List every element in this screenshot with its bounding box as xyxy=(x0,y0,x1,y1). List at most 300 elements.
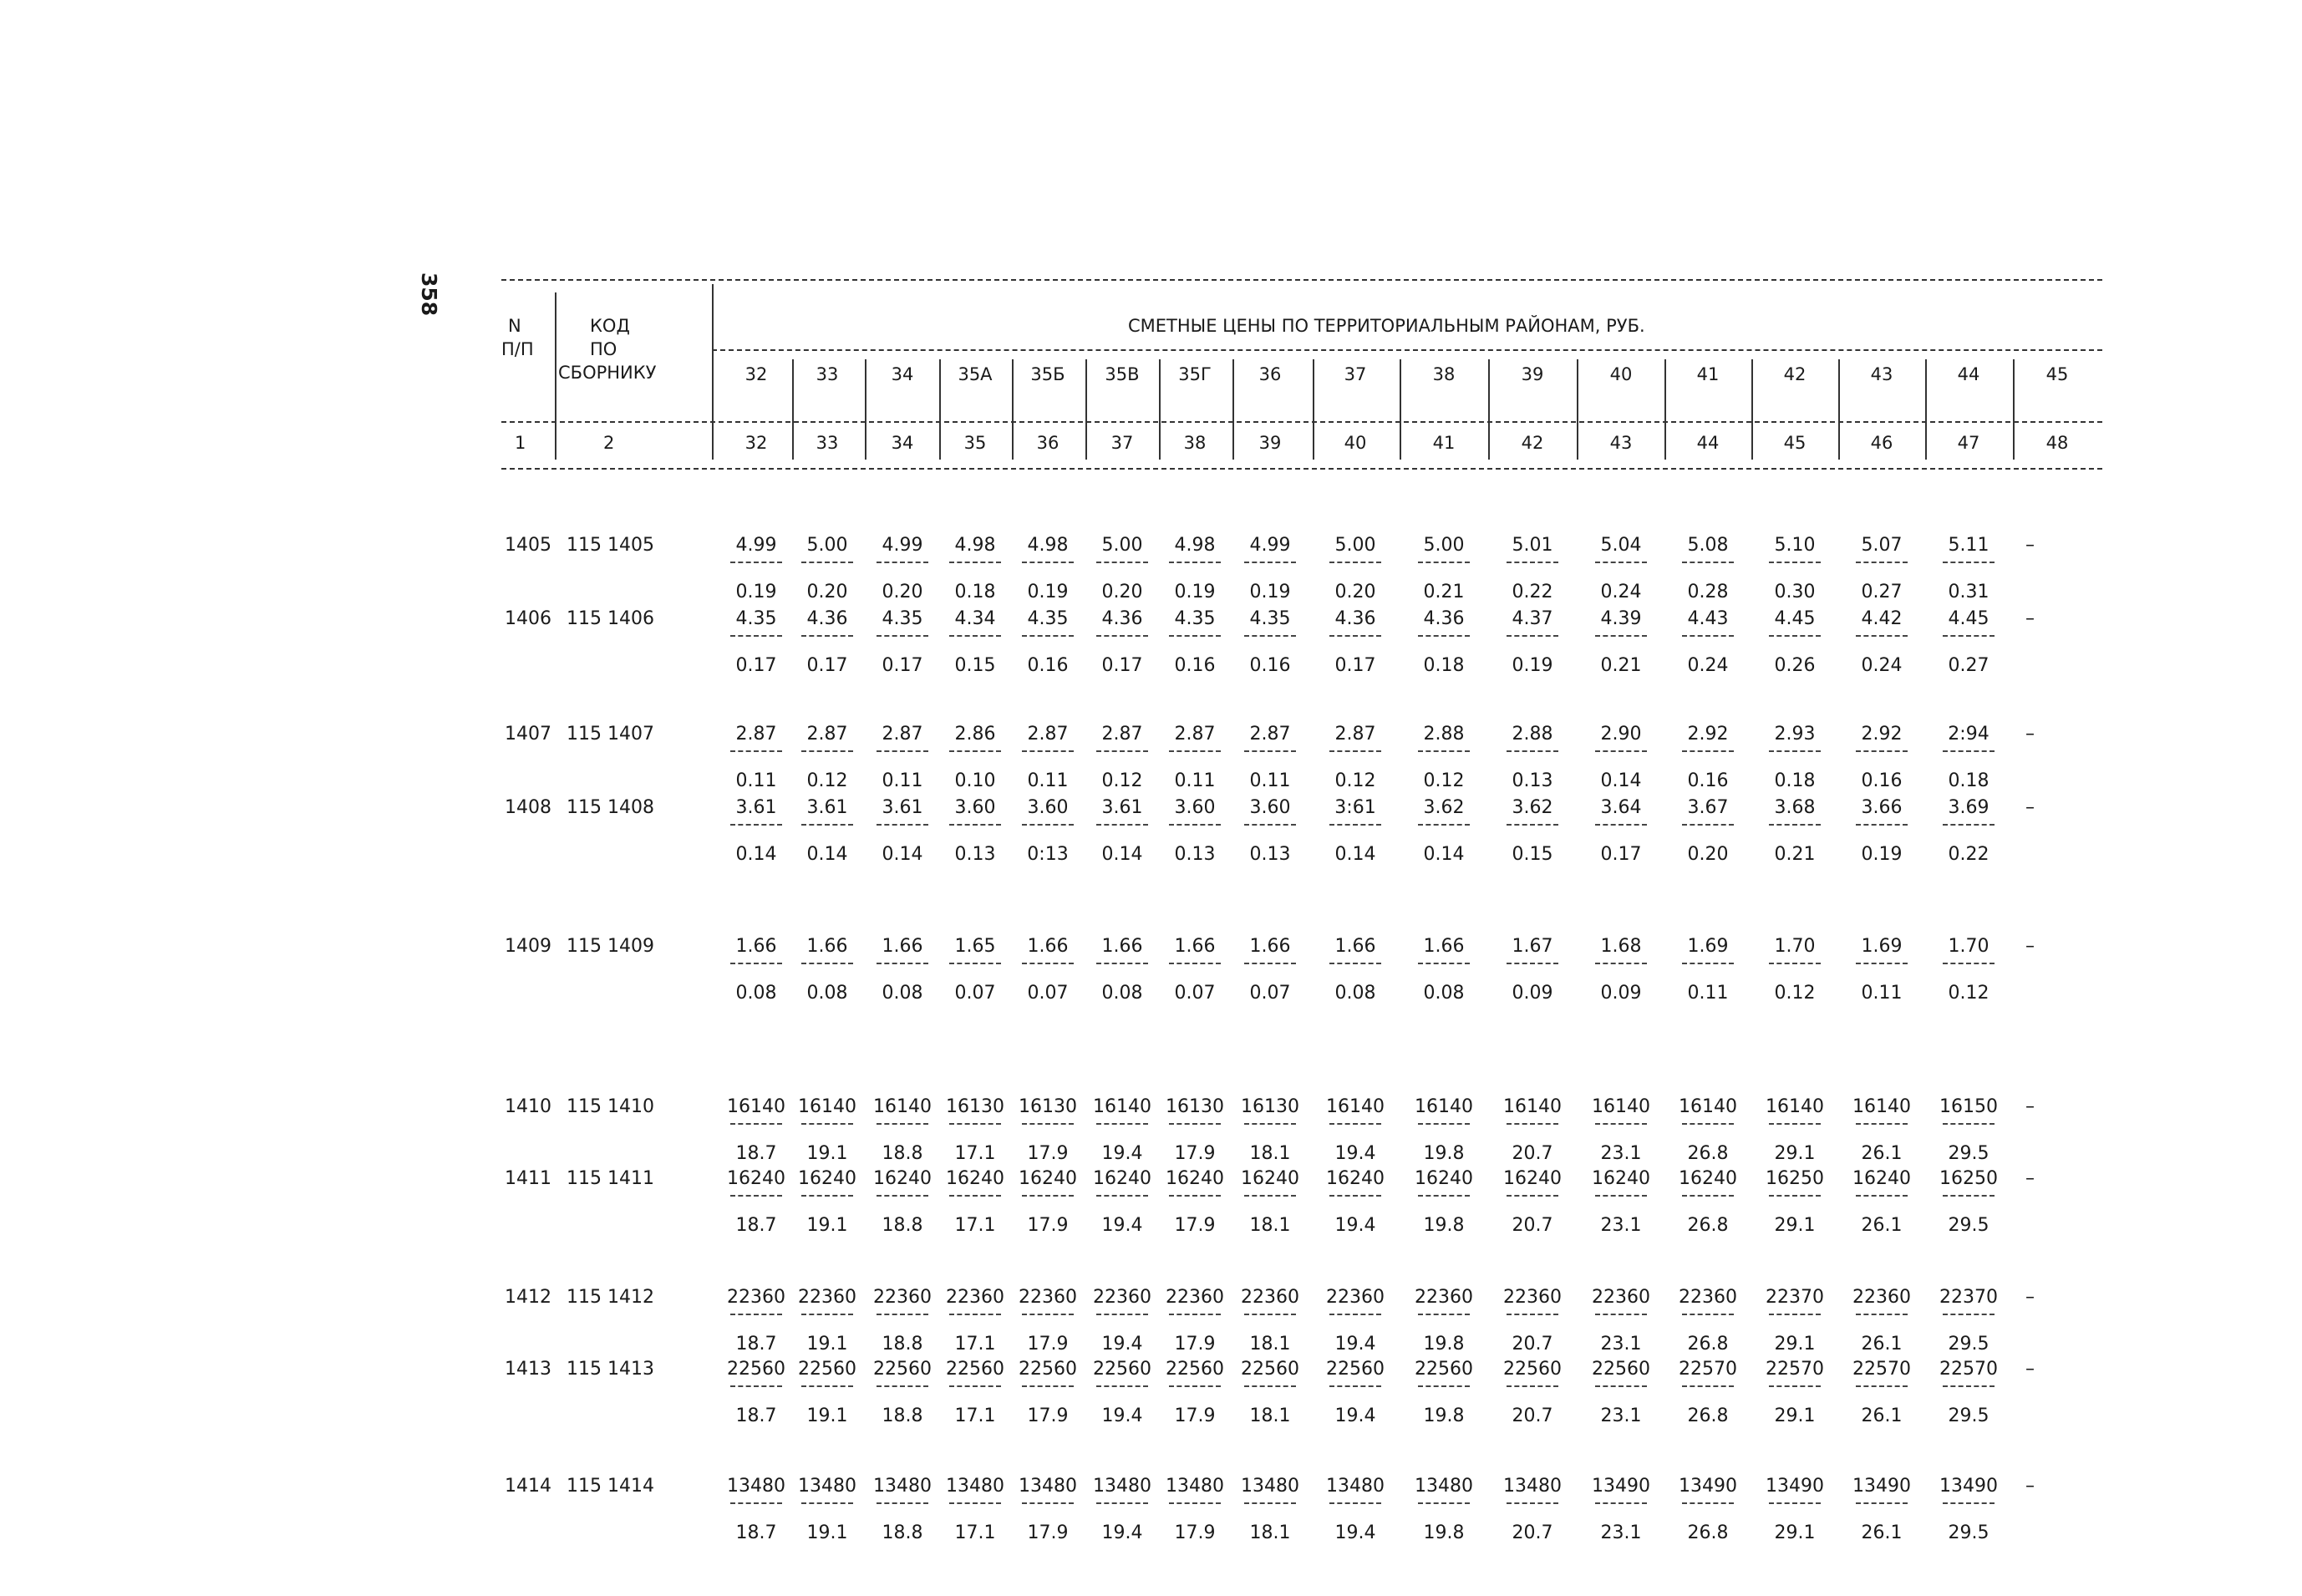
wage-value: 19.1 xyxy=(806,1334,848,1355)
fraction-line xyxy=(1329,562,1381,563)
fraction-line xyxy=(1856,562,1908,563)
price-value: 4.42 xyxy=(1861,608,1903,629)
wage-value: 0.07 xyxy=(1249,983,1291,1004)
fraction-line xyxy=(1507,635,1558,637)
price-value: 4.34 xyxy=(954,608,996,629)
price-value: 16240 xyxy=(798,1168,856,1189)
price-value: 1.69 xyxy=(1861,936,1903,957)
wage-value: 17.1 xyxy=(954,1334,996,1355)
fraction-line xyxy=(730,963,782,964)
header-col-divider xyxy=(1838,359,1840,460)
row-code: 115 1411 xyxy=(567,1168,654,1189)
wage-value: 0.18 xyxy=(1948,770,1989,791)
fraction-line xyxy=(1022,1314,1074,1315)
wage-value: 0.18 xyxy=(954,582,996,602)
price-value: 22360 xyxy=(873,1287,932,1308)
header-kod-label: КОД xyxy=(590,316,630,336)
header-col-divider xyxy=(2013,359,2015,460)
price-value: 13480 xyxy=(946,1476,1004,1497)
fraction-line xyxy=(949,562,1001,563)
price-value: 13490 xyxy=(1939,1476,1998,1497)
row-end-dash: – xyxy=(2025,724,2035,745)
header-col-divider xyxy=(1012,359,1014,460)
wage-value: 29.5 xyxy=(1948,1405,1989,1426)
fraction-line xyxy=(949,1123,1001,1125)
fraction-line xyxy=(1418,750,1470,752)
wage-value: 0:13 xyxy=(1027,844,1069,865)
price-value: 16140 xyxy=(1679,1096,1737,1117)
fraction-line xyxy=(1856,963,1908,964)
price-value: 22560 xyxy=(1019,1359,1077,1380)
price-value: 3.67 xyxy=(1687,797,1729,818)
wage-value: 0.14 xyxy=(882,844,923,865)
wage-value: 19.8 xyxy=(1423,1143,1465,1164)
wage-value: 17.9 xyxy=(1174,1522,1216,1543)
wage-value: 0.19 xyxy=(1861,844,1903,865)
wage-value: 0.13 xyxy=(1512,770,1553,791)
fraction-line xyxy=(1022,1123,1074,1125)
wage-value: 18.7 xyxy=(735,1215,777,1236)
price-value: 2.87 xyxy=(806,724,848,745)
row-number: 1410 xyxy=(505,1096,551,1117)
wage-value: 20.7 xyxy=(1512,1143,1553,1164)
row-number: 1409 xyxy=(505,936,551,957)
header-region-code: 40 xyxy=(1609,364,1633,384)
fraction-line xyxy=(1682,562,1734,563)
wage-value: 0.12 xyxy=(1334,770,1376,791)
price-value: 4.36 xyxy=(806,608,848,629)
header-region-code: 33 xyxy=(816,364,839,384)
header-col-number: 42 xyxy=(1521,433,1544,453)
price-value: 4.36 xyxy=(1101,608,1143,629)
price-value: 1.66 xyxy=(735,936,777,957)
fraction-line xyxy=(1943,750,1995,752)
price-value: 13490 xyxy=(1766,1476,1824,1497)
row-code: 115 1409 xyxy=(567,936,654,957)
price-value: 13480 xyxy=(873,1476,932,1497)
price-value: 4.43 xyxy=(1687,608,1729,629)
header-col-number: 47 xyxy=(1957,433,1980,453)
price-value: 22360 xyxy=(1852,1287,1911,1308)
header-col-divider xyxy=(865,359,866,460)
wage-value: 0.14 xyxy=(1334,844,1376,865)
fraction-line xyxy=(1769,750,1821,752)
header-col-divider xyxy=(1232,359,1234,460)
header-region-code: 44 xyxy=(1957,364,1980,384)
fraction-line xyxy=(1943,635,1995,637)
price-value: 2.88 xyxy=(1512,724,1553,745)
fraction-line xyxy=(1769,824,1821,826)
fraction-line xyxy=(1022,1195,1074,1197)
row-end-dash: – xyxy=(2025,608,2035,629)
row-number: 1411 xyxy=(505,1168,551,1189)
wage-value: 17.1 xyxy=(954,1405,996,1426)
wage-value: 17.9 xyxy=(1027,1405,1069,1426)
fraction-line xyxy=(1507,562,1558,563)
fraction-line xyxy=(1769,562,1821,563)
header-col-number: 33 xyxy=(816,433,839,453)
fraction-line xyxy=(1769,1314,1821,1315)
wage-value: 17.9 xyxy=(1174,1405,1216,1426)
wage-value: 0.13 xyxy=(1249,844,1291,865)
wage-value: 0.18 xyxy=(1423,655,1465,676)
wage-value: 17.9 xyxy=(1027,1143,1069,1164)
header-np-label: N xyxy=(508,316,521,336)
price-value: 16130 xyxy=(1241,1096,1299,1117)
price-value: 5.07 xyxy=(1861,535,1903,556)
fraction-line xyxy=(1244,1314,1296,1315)
price-value: 13480 xyxy=(1241,1476,1299,1497)
header-group-title: СМЕТНЫЕ ЦЕНЫ ПО ТЕРРИТОРИАЛЬНЫМ РАЙОНАМ, РУБ. xyxy=(1128,316,1645,336)
fraction-line xyxy=(949,824,1001,826)
fraction-line xyxy=(1169,1314,1221,1315)
price-value: 3:61 xyxy=(1334,797,1376,818)
fraction-line xyxy=(949,963,1001,964)
header-col-number: 43 xyxy=(1609,433,1633,453)
fraction-line xyxy=(1244,750,1296,752)
fraction-line xyxy=(730,1502,782,1504)
fraction-line xyxy=(1244,562,1296,563)
wage-value: 0.21 xyxy=(1423,582,1465,602)
price-value: 3.61 xyxy=(1101,797,1143,818)
wage-value: 0.20 xyxy=(1334,582,1376,602)
wage-value: 29.5 xyxy=(1948,1522,1989,1543)
wage-value: 0.11 xyxy=(735,770,777,791)
wage-value: 23.1 xyxy=(1600,1522,1642,1543)
fraction-line xyxy=(801,1195,853,1197)
fraction-line xyxy=(1096,635,1148,637)
wage-value: 0.20 xyxy=(1687,844,1729,865)
price-value: 3.66 xyxy=(1861,797,1903,818)
fraction-line xyxy=(1682,635,1734,637)
price-value: 5.00 xyxy=(1101,535,1143,556)
fraction-line xyxy=(1169,1195,1221,1197)
fraction-line xyxy=(1943,1502,1995,1504)
header-col-2: 2 xyxy=(603,433,615,453)
fraction-line xyxy=(1418,1502,1470,1504)
fraction-line xyxy=(1418,963,1470,964)
row-end-dash: – xyxy=(2025,1096,2035,1117)
wage-value: 0.21 xyxy=(1600,655,1642,676)
wage-value: 29.5 xyxy=(1948,1143,1989,1164)
price-value: 16140 xyxy=(1766,1096,1824,1117)
page-number: 358 xyxy=(417,272,441,317)
price-value: 13490 xyxy=(1679,1476,1737,1497)
fraction-line xyxy=(1244,963,1296,964)
fraction-line xyxy=(1682,750,1734,752)
price-value: 1.66 xyxy=(1027,936,1069,957)
wage-value: 0.16 xyxy=(1687,770,1729,791)
fraction-line xyxy=(877,562,928,563)
header-col-divider xyxy=(1751,359,1753,460)
header-col-number: 46 xyxy=(1870,433,1893,453)
fraction-line xyxy=(1682,1195,1734,1197)
fraction-line xyxy=(1595,635,1647,637)
price-value: 3.61 xyxy=(806,797,848,818)
fraction-line xyxy=(1244,1385,1296,1387)
price-value: 5.00 xyxy=(1334,535,1376,556)
wage-value: 0.08 xyxy=(1423,983,1465,1004)
fraction-line xyxy=(1022,562,1074,563)
fraction-line xyxy=(877,1123,928,1125)
wage-value: 20.7 xyxy=(1512,1215,1553,1236)
price-value: 5.11 xyxy=(1948,535,1989,556)
price-value: 22560 xyxy=(1326,1359,1385,1380)
price-value: 22560 xyxy=(1166,1359,1224,1380)
wage-value: 0.09 xyxy=(1512,983,1553,1004)
wage-value: 19.4 xyxy=(1334,1143,1376,1164)
fraction-line xyxy=(730,1123,782,1125)
price-value: 16140 xyxy=(1852,1096,1911,1117)
wage-value: 29.1 xyxy=(1774,1522,1816,1543)
fraction-line xyxy=(877,824,928,826)
row-code: 115 1413 xyxy=(567,1359,654,1380)
wage-value: 17.9 xyxy=(1174,1334,1216,1355)
wage-value: 0.24 xyxy=(1861,655,1903,676)
fraction-line xyxy=(730,635,782,637)
wage-value: 0.11 xyxy=(882,770,923,791)
price-value: 3.60 xyxy=(1249,797,1291,818)
wage-value: 17.9 xyxy=(1027,1215,1069,1236)
fraction-line xyxy=(1682,1314,1734,1315)
fraction-line xyxy=(1682,1123,1734,1125)
price-value: 22360 xyxy=(1019,1287,1077,1308)
wage-value: 0.19 xyxy=(1027,582,1069,602)
wage-value: 18.7 xyxy=(735,1522,777,1543)
wage-value: 26.1 xyxy=(1861,1522,1903,1543)
header-col-divider xyxy=(1400,359,1401,460)
price-value: 22560 xyxy=(1415,1359,1473,1380)
wage-value: 0.17 xyxy=(882,655,923,676)
fraction-line xyxy=(730,1314,782,1315)
wage-value: 19.4 xyxy=(1334,1334,1376,1355)
price-value: 16240 xyxy=(1415,1168,1473,1189)
fraction-line xyxy=(1244,1123,1296,1125)
fraction-line xyxy=(1418,635,1470,637)
wage-value: 26.8 xyxy=(1687,1143,1729,1164)
wage-value: 17.9 xyxy=(1174,1215,1216,1236)
fraction-line xyxy=(1595,750,1647,752)
price-value: 3.61 xyxy=(882,797,923,818)
wage-value: 0.07 xyxy=(954,983,996,1004)
fraction-line xyxy=(877,635,928,637)
fraction-line xyxy=(730,824,782,826)
wage-value: 0.10 xyxy=(954,770,996,791)
fraction-line xyxy=(1595,824,1647,826)
header-col-divider xyxy=(1085,359,1087,460)
price-value: 16240 xyxy=(1592,1168,1650,1189)
header-kod-label-2: ПО xyxy=(590,339,617,359)
wage-value: 18.8 xyxy=(882,1143,923,1164)
fraction-line xyxy=(730,562,782,563)
price-value: 22360 xyxy=(1679,1287,1737,1308)
wage-value: 19.1 xyxy=(806,1215,848,1236)
fraction-line xyxy=(877,1195,928,1197)
fraction-line xyxy=(801,963,853,964)
price-value: 22560 xyxy=(1093,1359,1151,1380)
header-col-number: 37 xyxy=(1110,433,1134,453)
wage-value: 26.8 xyxy=(1687,1522,1729,1543)
wage-value: 0.08 xyxy=(1334,983,1376,1004)
price-value: 2.87 xyxy=(1101,724,1143,745)
wage-value: 0.14 xyxy=(806,844,848,865)
fraction-line xyxy=(801,1314,853,1315)
fraction-line xyxy=(1329,1385,1381,1387)
price-value: 4.98 xyxy=(954,535,996,556)
fraction-line xyxy=(1329,1123,1381,1125)
fraction-line xyxy=(1169,750,1221,752)
price-value: 16150 xyxy=(1939,1096,1998,1117)
price-value: 22360 xyxy=(1326,1287,1385,1308)
price-value: 22570 xyxy=(1939,1359,1998,1380)
header-col-number: 45 xyxy=(1783,433,1807,453)
price-value: 13480 xyxy=(1415,1476,1473,1497)
wage-value: 0.18 xyxy=(1774,770,1816,791)
fraction-line xyxy=(1169,1123,1221,1125)
fraction-line xyxy=(1418,1314,1470,1315)
wage-value: 0.07 xyxy=(1174,983,1216,1004)
price-value: 16140 xyxy=(1503,1096,1562,1117)
price-value: 4.36 xyxy=(1423,608,1465,629)
price-value: 2.87 xyxy=(882,724,923,745)
wage-value: 0.15 xyxy=(1512,844,1553,865)
wage-value: 0.20 xyxy=(882,582,923,602)
fraction-line xyxy=(801,562,853,563)
wage-value: 0.28 xyxy=(1687,582,1729,602)
wage-value: 0.27 xyxy=(1948,655,1989,676)
wage-value: 0.15 xyxy=(954,655,996,676)
wage-value: 19.8 xyxy=(1423,1215,1465,1236)
price-value: 5.04 xyxy=(1600,535,1642,556)
price-value: 22560 xyxy=(1592,1359,1650,1380)
price-value: 22560 xyxy=(1241,1359,1299,1380)
price-value: 22360 xyxy=(727,1287,785,1308)
fraction-line xyxy=(1418,1195,1470,1197)
price-value: 4.39 xyxy=(1600,608,1642,629)
fraction-line xyxy=(1022,1502,1074,1504)
fraction-line xyxy=(1022,824,1074,826)
price-value: 3.64 xyxy=(1600,797,1642,818)
price-value: 4.98 xyxy=(1174,535,1216,556)
wage-value: 17.1 xyxy=(954,1522,996,1543)
wage-value: 18.8 xyxy=(882,1215,923,1236)
fraction-line xyxy=(1022,750,1074,752)
header-kod-label-3: СБОРНИКУ xyxy=(558,363,657,383)
header-col-divider xyxy=(1664,359,1666,460)
price-value: 3.60 xyxy=(954,797,996,818)
fraction-line xyxy=(1682,963,1734,964)
fraction-line xyxy=(1169,963,1221,964)
fraction-line xyxy=(1507,750,1558,752)
fraction-line xyxy=(949,1314,1001,1315)
row-end-dash: – xyxy=(2025,936,2035,957)
wage-value: 0.30 xyxy=(1774,582,1816,602)
fraction-line xyxy=(949,1385,1001,1387)
price-value: 4.35 xyxy=(882,608,923,629)
wage-value: 29.1 xyxy=(1774,1143,1816,1164)
price-value: 22360 xyxy=(1093,1287,1151,1308)
header-col-divider xyxy=(1488,359,1490,460)
fraction-line xyxy=(949,1502,1001,1504)
fraction-line xyxy=(1595,1385,1647,1387)
fraction-line xyxy=(1329,824,1381,826)
price-value: 2.92 xyxy=(1861,724,1903,745)
price-value: 16140 xyxy=(1592,1096,1650,1117)
price-value: 16240 xyxy=(1093,1168,1151,1189)
wage-value: 0.16 xyxy=(1861,770,1903,791)
price-value: 16130 xyxy=(1019,1096,1077,1117)
price-value: 5.01 xyxy=(1512,535,1553,556)
fraction-line xyxy=(1856,1314,1908,1315)
wage-value: 0.08 xyxy=(735,983,777,1004)
header-rule-2 xyxy=(501,421,2102,423)
price-value: 16140 xyxy=(1415,1096,1473,1117)
price-value: 2.87 xyxy=(1027,724,1069,745)
price-value: 5.10 xyxy=(1774,535,1816,556)
header-region-code: 35Б xyxy=(1030,364,1065,384)
header-col-number: 36 xyxy=(1036,433,1060,453)
fraction-line xyxy=(949,750,1001,752)
price-value: 2.90 xyxy=(1600,724,1642,745)
fraction-line xyxy=(1595,1123,1647,1125)
wage-value: 19.4 xyxy=(1101,1405,1143,1426)
row-code: 115 1410 xyxy=(567,1096,654,1117)
fraction-line xyxy=(1244,635,1296,637)
fraction-line xyxy=(801,1502,853,1504)
wage-value: 0.13 xyxy=(1174,844,1216,865)
header-col-number: 38 xyxy=(1183,433,1207,453)
fraction-line xyxy=(1769,963,1821,964)
fraction-line xyxy=(877,1385,928,1387)
wage-value: 18.1 xyxy=(1249,1215,1291,1236)
header-region-code: 35Г xyxy=(1178,364,1212,384)
wage-value: 26.1 xyxy=(1861,1215,1903,1236)
price-value: 16240 xyxy=(873,1168,932,1189)
header-region-code: 45 xyxy=(2045,364,2069,384)
row-code: 115 1406 xyxy=(567,608,654,629)
fraction-line xyxy=(1595,963,1647,964)
row-end-dash: – xyxy=(2025,1168,2035,1189)
price-value: 22360 xyxy=(1166,1287,1224,1308)
fraction-line xyxy=(1022,963,1074,964)
price-value: 22360 xyxy=(1592,1287,1650,1308)
fraction-line xyxy=(801,1123,853,1125)
fraction-line xyxy=(1769,1385,1821,1387)
wage-value: 18.7 xyxy=(735,1334,777,1355)
price-value: 22570 xyxy=(1679,1359,1737,1380)
header-region-code: 35А xyxy=(958,364,993,384)
fraction-line xyxy=(730,750,782,752)
wage-value: 18.8 xyxy=(882,1405,923,1426)
fraction-line xyxy=(877,963,928,964)
fraction-line xyxy=(1943,1123,1995,1125)
header-region-code: 32 xyxy=(744,364,768,384)
wage-value: 17.9 xyxy=(1027,1334,1069,1355)
row-code: 115 1407 xyxy=(567,724,654,745)
price-value: 4.98 xyxy=(1027,535,1069,556)
wage-value: 17.9 xyxy=(1027,1522,1069,1543)
fraction-line xyxy=(1022,635,1074,637)
wage-value: 0.08 xyxy=(882,983,923,1004)
wage-value: 20.7 xyxy=(1512,1334,1553,1355)
header-col-divider xyxy=(1313,359,1314,460)
fraction-line xyxy=(1507,1385,1558,1387)
fraction-line xyxy=(1856,750,1908,752)
fraction-line xyxy=(1418,1385,1470,1387)
wage-value: 23.1 xyxy=(1600,1143,1642,1164)
wage-value: 20.7 xyxy=(1512,1522,1553,1543)
price-value: 16240 xyxy=(1679,1168,1737,1189)
